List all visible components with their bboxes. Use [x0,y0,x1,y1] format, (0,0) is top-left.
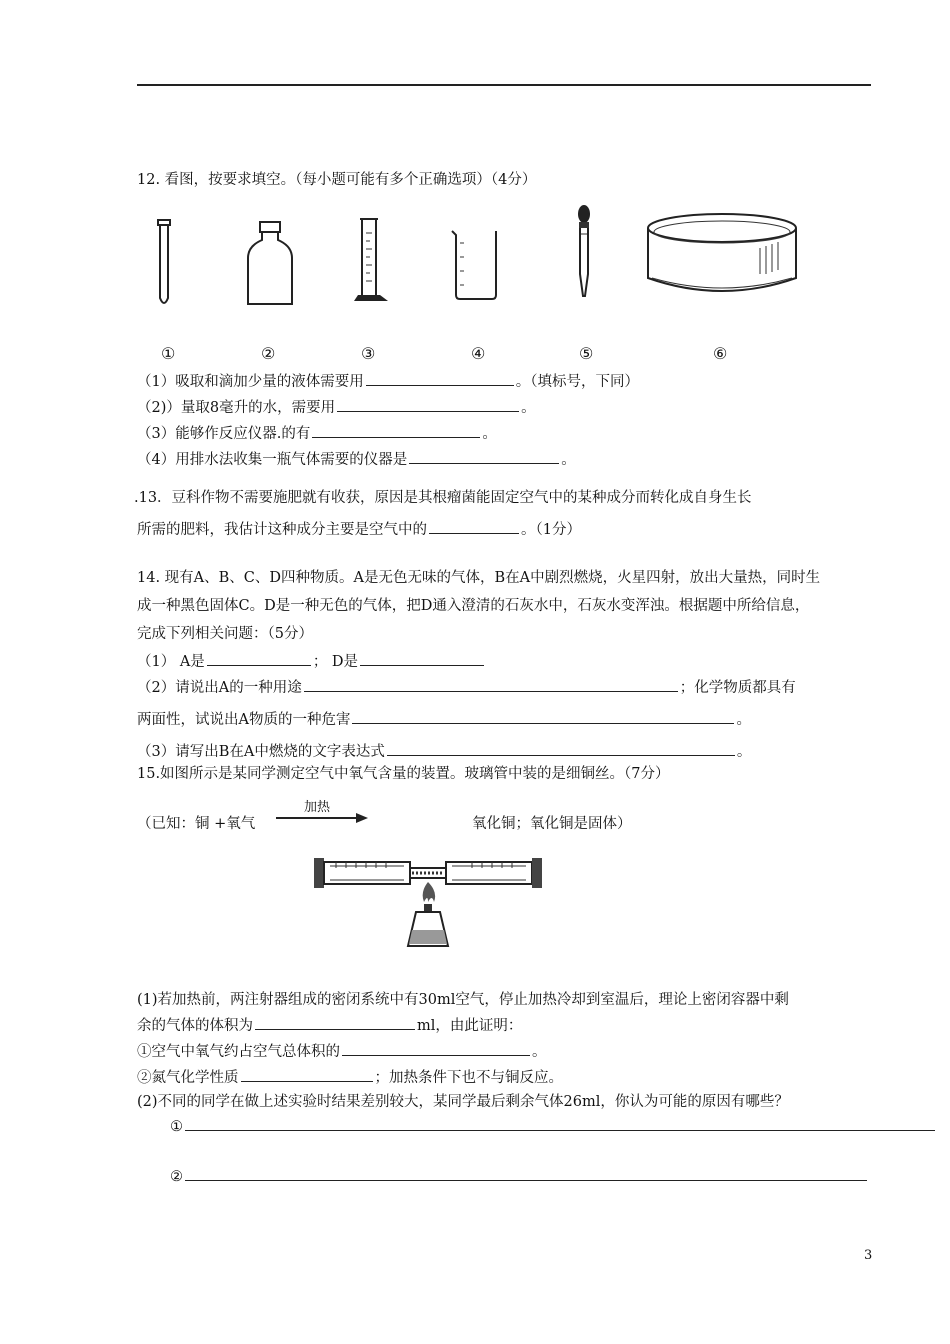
answer-blank[interactable] [409,449,559,464]
answer-blank[interactable] [352,709,734,724]
q12-line-1: （1）吸取和滴加少量的液体需要用 。（填标号，下同） [137,370,639,391]
label-5: ⑤ [579,344,594,363]
trough-icon [642,208,802,303]
label-2: ② [261,344,276,363]
arrow-label: 加热 [304,800,331,815]
label-3: ③ [361,344,376,363]
answer-blank[interactable] [207,651,311,666]
q12-line-3: （3）能够作反应仪器.的有 。 [137,422,497,443]
answer-blank[interactable] [342,1041,530,1056]
label-4: ④ [471,344,486,363]
q12-line-2: （2)）量取8毫升的水，需要用 。 [137,396,536,417]
answer-line[interactable] [185,1166,867,1181]
q14-line-2: 成一种黑色固体C。D是一种无色的气体，把D通入澄清的石灰水中，石灰水变浑浊。根据题中所给信息， [137,598,810,614]
label-6: ⑥ [713,344,728,363]
test-tube-icon [150,218,180,313]
known-right: 氧化铜；氧化铜是固体） [472,816,632,832]
known-left: （已知：铜 +氧气 [137,816,256,832]
answer-blank[interactable] [337,397,519,412]
q14-part-2: （2）请说出A的一种用途 ；化学物质都具有 [137,676,796,697]
q15-s1-line-1: (1)若加热前，两注射器组成的密闭系统中有30ml空气，停止加热冷却到室温后，理论上密闭容器中剩 [137,992,789,1008]
q14-line-1: 14. 现有A、B、C、D四种物质。A是无色无味的气体，B在A中剧烈燃烧，火星四射，放出大量热，同时生 [137,570,821,586]
q13-line-2: 所需的肥料，我估计这种成分主要是空气中的 。（1分） [137,518,581,539]
answer-blank[interactable] [255,1015,415,1030]
answer-blank[interactable] [304,677,678,692]
q13-line-1: .13．豆科作物不需要施肥就有收获，原因是其根瘤菌能固定空气中的某种成分而转化成自身生长 [134,490,752,506]
answer-blank[interactable] [366,371,514,386]
q15-title: 15.如图所示是某同学测定空气中氧气含量的装置。玻璃管中装的是细铜丝。（7分） [137,766,670,782]
q15-answer-2: ② [170,1166,869,1185]
q12-line-4: （4）用排水法收集一瓶气体需要的仪器是 。 [137,448,576,469]
graduated-cylinder-icon [350,213,395,305]
answer-blank[interactable] [387,741,735,756]
q12-title: 12. 看图，按要求填空。（每小题可能有多个正确选项）（4分） [137,172,537,188]
q14-line-3: 完成下列相关问题：（5分） [137,626,313,642]
q15-s1-line-4: ②氮气化学性质 ；加热条件下也不与铜反应。 [137,1066,563,1087]
header-rule [137,84,871,86]
q14-part-3: （3）请写出B在A中燃烧的文字表达式 。 [137,740,751,761]
dropper-icon [570,204,600,304]
q14-part-1: （1） A是 ； D是 [137,650,486,671]
beaker-icon [446,225,506,305]
answer-blank[interactable] [312,423,480,438]
q15-answer-1: ① [170,1116,937,1135]
reagent-bottle-icon [244,218,296,310]
q15-s2: (2)不同的同学在做上述实验时结果差别较大，某同学最后剩余气体26ml，你认为可能的原因有哪些？ [137,1094,789,1110]
answer-line[interactable] [185,1116,935,1131]
answer-blank[interactable] [241,1067,373,1082]
answer-blank[interactable] [360,651,484,666]
q15-s1-line-2: 余的气体的体积为 ml，由此证明： [137,1014,522,1035]
syringe-apparatus-icon [312,852,544,952]
page-number: 3 [864,1248,873,1263]
label-1: ① [161,344,176,363]
q14-part-2b: 两面性，试说出A物质的一种危害 。 [137,708,751,729]
q15-s1-line-3: ①空气中氧气约占空气总体积的 。 [137,1040,547,1061]
answer-blank[interactable] [429,519,519,534]
reaction-arrow-icon [276,812,372,824]
